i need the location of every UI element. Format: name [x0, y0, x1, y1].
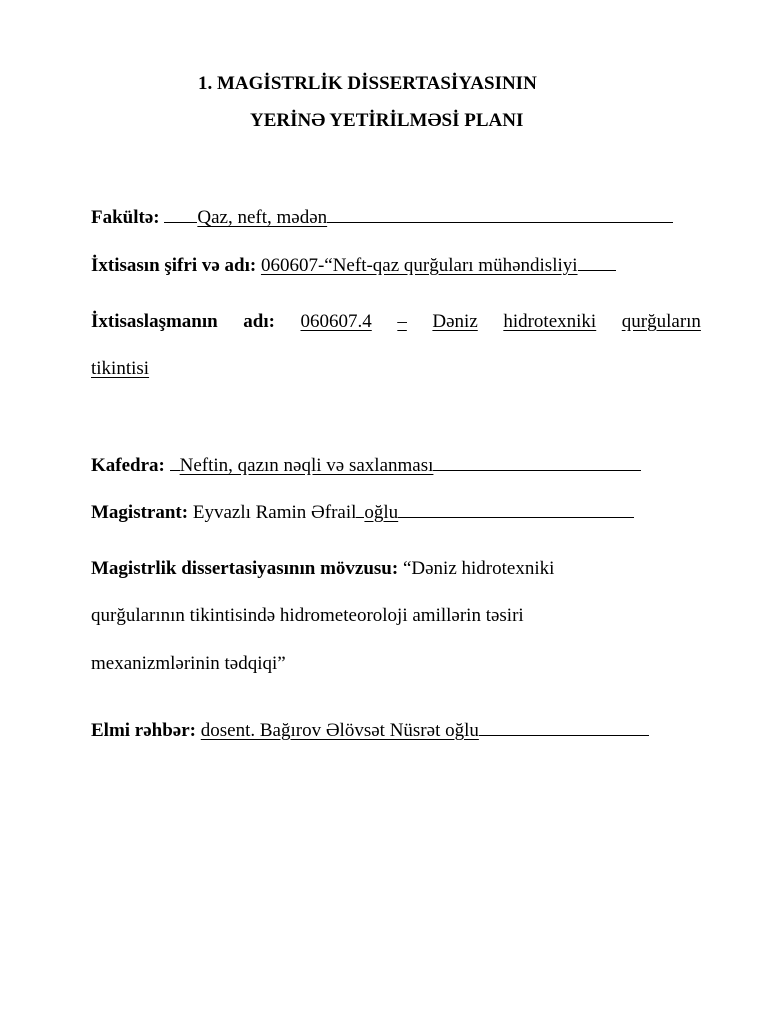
specialization-label-word-1: İxtisaslaşmanın: [91, 311, 218, 332]
specialization-value-continued: tikintisi: [91, 358, 150, 379]
department-underline-tail: [433, 453, 641, 471]
student-patronymic: oğlu: [364, 502, 399, 523]
specialty-label: İxtisasın şifri və adı:: [91, 255, 257, 276]
supervisor-label: Elmi rəhbər:: [91, 720, 197, 741]
department-value: Neftin, qazın nəqli və saxlanması: [179, 455, 434, 476]
title-line-2-text: YERİNƏ YETİRİLMƏSİ PLANI: [250, 110, 524, 131]
thesis-topic-line-3: mexanizmlərinin tədqiqi”: [91, 653, 286, 674]
faculty-underline-tail: [327, 205, 673, 223]
faculty-row: [91, 205, 673, 229]
department-underline-lead: [170, 453, 180, 471]
specialization-value-word: –: [397, 311, 407, 332]
thesis-topic-row-3: [91, 653, 286, 675]
thesis-topic-label: Magistrlik dissertasiyasının mövzusu:: [91, 558, 399, 579]
specialization-value-word: hidrotexniki: [503, 311, 597, 332]
faculty-underline-lead: [164, 205, 197, 223]
faculty-value: Qaz, neft, mədən: [197, 207, 328, 228]
department-label: Kafedra:: [91, 455, 165, 476]
thesis-topic-row: [91, 558, 554, 580]
supervisor-value: dosent. Bağırov Əlövsət Nüsrət oğlu: [200, 720, 479, 741]
supervisor-underline-tail: [479, 718, 649, 736]
department-row: [91, 453, 641, 477]
specialty-value: 060607-“Neft-qaz qurğuları mühəndisliyi: [260, 255, 578, 276]
specialization-row-continued: [91, 358, 149, 380]
specialization-value-word: 060607.4: [300, 311, 372, 332]
specialization-label-word-2: adı:: [243, 311, 275, 332]
thesis-topic-line-2: qurğularının tikintisində hidrometeoroloji amillərin təsiri: [91, 605, 524, 626]
thesis-topic-line-1: “Dəniz hidrotexniki: [402, 558, 555, 579]
student-underline-tail: [398, 500, 634, 518]
specialty-underline-tail: [578, 253, 616, 271]
specialization-value-word: Dəniz: [432, 311, 478, 332]
supervisor-row: [91, 718, 649, 742]
title-line-1-text: 1. MAGİSTRLİK DİSSERTASİYASININ: [198, 73, 537, 94]
thesis-topic-row-2: [91, 605, 524, 627]
student-row: [91, 500, 634, 524]
student-label: Magistrant:: [91, 502, 189, 523]
specialization-row: [91, 311, 701, 333]
faculty-label: Fakültə:: [91, 207, 160, 228]
student-name: Eyvazlı Ramin Əfrail: [192, 502, 357, 523]
specialization-value-word: qurğuların: [621, 311, 701, 332]
specialty-row: [91, 253, 616, 277]
